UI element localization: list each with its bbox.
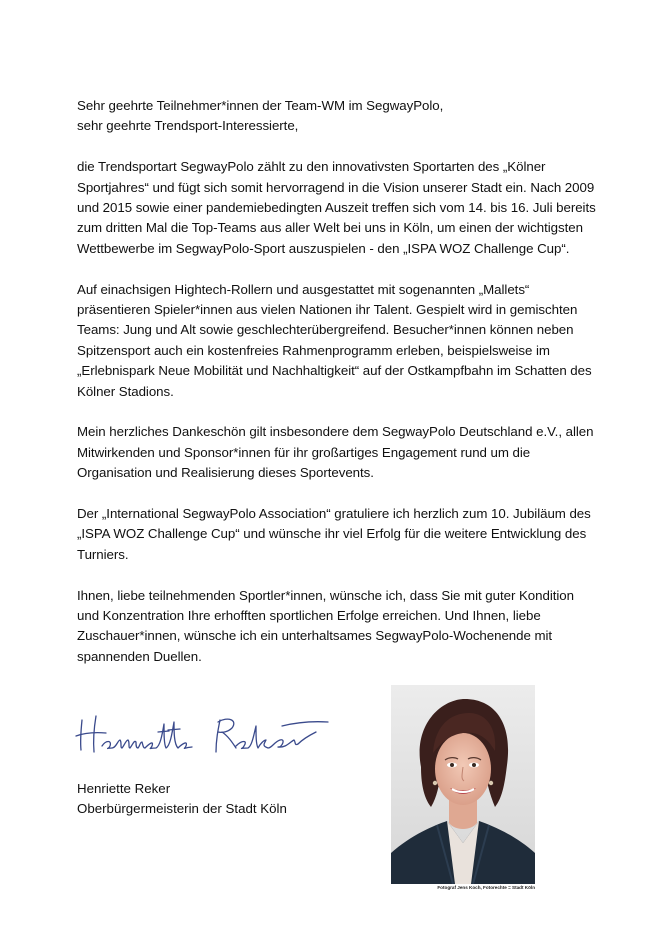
salutation-line-2: sehr geehrte Trendsport-Interessierte,	[77, 118, 299, 134]
photo-credit: Fotograf Jens Koch, Fotorechte = Stadt Köln	[437, 885, 535, 890]
paragraph-1: die Trendsportart SegwayPolo zählt zu den innovativsten Sportarten des „Kölner Sportjahres“ und fügt sich somit hervorragend in die Vision unserer Stadt ein. Nach 2009 und 2015 sowie einer pandemiebedingten Auszeit treffen sich vom 14. bis 16. Juli bereits zum dritten Mal die Top-Teams aus aller Welt bei uns in Köln, um einen der wichtigsten Wettbewerbe im SegwayPolo-Sport auszuspielen - den „ISPA WOZ Challenge Cup“.	[77, 159, 596, 256]
portrait-photo	[391, 685, 535, 884]
signatory-title: Oberbürgermeisterin der Stadt Köln	[77, 801, 287, 817]
signatory-name: Henriette Reker	[77, 781, 171, 796]
paragraph-5: Ihnen, liebe teilnehmenden Sportler*innen, wünsche ich, dass Sie mit guter Kondition und Konzentration Ihre erhofften sportlichen Erfolge erreichen. Und Ihnen, liebe Zuschauer*innen, wünsche ich ein unterhaltsames SegwayPolo-Wochenende mit spannenden Duellen.	[77, 587, 574, 664]
salutation	[77, 96, 597, 137]
letter-body	[77, 96, 597, 688]
salutation-line-1: Sehr geehrte Teilnehmer*innen der Team-WM im SegwayPolo,	[77, 98, 444, 113]
paragraph-4: Der „International SegwayPolo Association“ gratuliere ich herzlich zum 10. Jubiläum des „ISPA WOZ Challenge Cup“ und wünsche ihr viel Erfolg für die weitere Entwicklung des Turniers.	[77, 506, 591, 562]
signatory-block	[77, 779, 287, 820]
paragraph-3: Mein herzliches Dankeschön gilt insbesondere dem SegwayPolo Deutschland e.V., allen Mitwirkenden und Sponsor*innen für ihr großartiges Engagement rund um die Organisation und Realisierung dieses Sportevents.	[77, 424, 594, 481]
handwritten-signature	[72, 706, 337, 762]
paragraph-2: Auf einachsigen Hightech-Rollern und ausgestattet mit sogenannten „Mallets“ präsentieren Spieler*innen aus vielen Nationen ihr Talent. Gespielt wird in gemischten Teams: Jung und Alt sowie geschlechterübergreifend. Besucher*innen können neben Spitzensport auch ein kostenfreies Rahmenprogramm erleben, beispielsweise im „Erlebnispark Neue Mobilität und Nachhaltigkeit“ auf der Ostkampfbahn im Schatten des Kölner Stadions.	[77, 281, 592, 399]
